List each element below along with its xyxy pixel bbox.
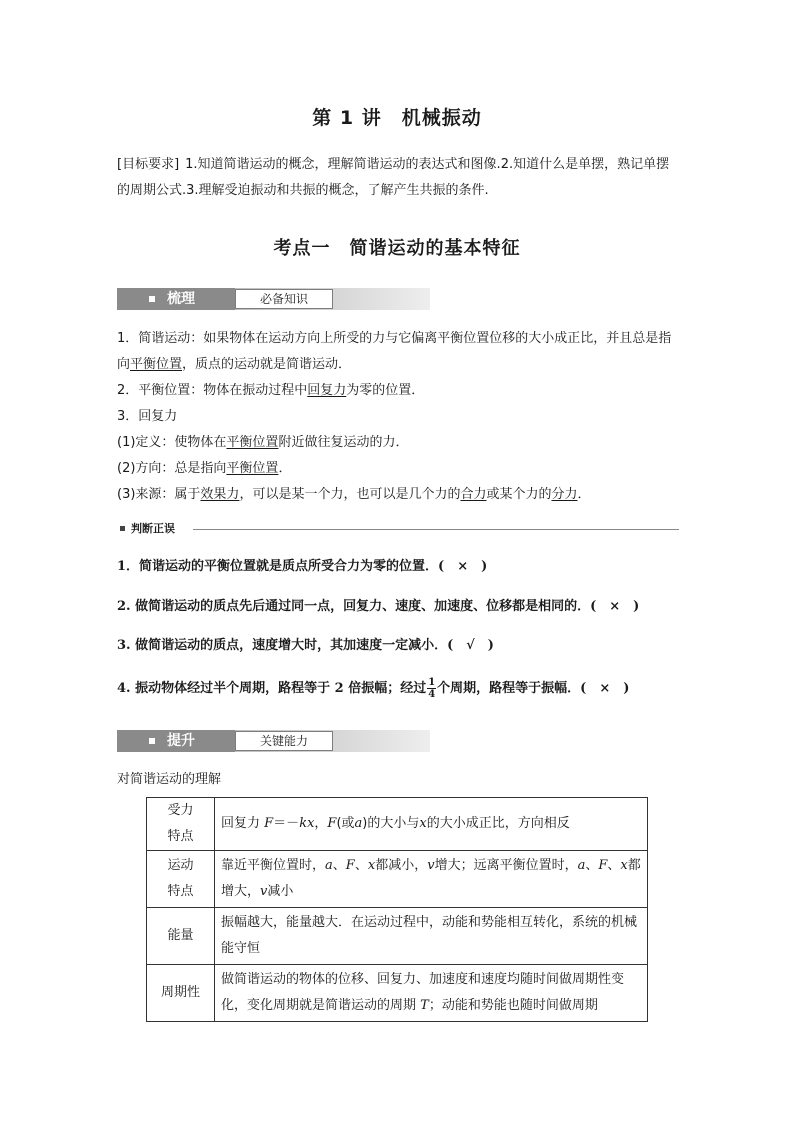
section-title: 考点一 简谐运动的基本特征 xyxy=(273,238,521,259)
table-row xyxy=(147,798,648,851)
row-header: 能量 xyxy=(147,908,215,965)
row-header: 周期性 xyxy=(147,965,215,1022)
goals-text: 1.知道简谐运动的概念，理解简谐运动的表达式和图像.2.知道什么是单摆，熟记单摆的周期公式.3.理解受迫振动和共振的概念，了解产生共振的条件. xyxy=(117,157,670,198)
judgment-item-3: 3. 做简谐运动的质点，速度增大时，其加速度一定减小．( √ ) xyxy=(117,638,494,653)
goals-tag: [目标要求] xyxy=(117,157,180,172)
lecture-title: 第 1 讲 机械振动 xyxy=(312,107,482,129)
features-table xyxy=(146,797,648,1022)
judgment-item-1: 1．简谐运动的平衡位置就是质点所受合力为零的位置．( × ) xyxy=(117,559,488,574)
row-header: 运动 特点 xyxy=(147,851,215,908)
knowledge-item-3-2: (2)方向：总是指向平衡位置． xyxy=(117,461,292,476)
knowledge-item-3: 3．回复力 xyxy=(117,409,178,424)
fraction: $\frac{1}{4}$ xyxy=(428,677,436,700)
judgment-item-4: 4. 振动物体经过半个周期，路程等于 2 倍振幅；经过 $\frac{1}{4}$ 个周期，路程等于振幅．( × ) xyxy=(117,677,630,700)
section-bar-sorting xyxy=(117,288,430,310)
table-row xyxy=(147,908,648,965)
row-header: 受力 特点 xyxy=(147,798,215,851)
knowledge-item-1: 1．简谐运动：如果物体在运动方向上所受的力与它偏离平衡位置位移的大小成正比，并且总是指向平衡位置，质点的运动就是简谐运动． xyxy=(117,331,672,372)
row-content: 回复力 F＝－kx，F(或a)的大小与x的大小成正比，方向相反 xyxy=(215,798,648,851)
table-row xyxy=(147,851,648,908)
section-bar-improve xyxy=(117,730,430,752)
table-row xyxy=(147,965,648,1022)
judgment-heading xyxy=(117,521,679,537)
knowledge-item-2: 2．平衡位置：物体在振动过程中回复力为零的位置． xyxy=(117,383,425,398)
table-caption: 对简谐运动的理解 xyxy=(117,772,222,787)
square-bullet-icon xyxy=(120,526,125,531)
row-content: 靠近平衡位置时，a、F、x都减小，v增大；远离平衡位置时，a、F、x都增大，v减小 xyxy=(215,851,648,908)
row-content: 振幅越大，能量越大．在运动过程中，动能和势能相互转化，系统的机械能守恒 xyxy=(215,908,648,965)
knowledge-list xyxy=(117,326,679,508)
learning-goals xyxy=(117,152,679,204)
judgment-heading-label: 判断正误 xyxy=(131,522,175,535)
bar-box-label: 必备知识 xyxy=(235,289,333,309)
knowledge-item-3-3: (3)来源：属于效果力，可以是某一个力，也可以是几个力的合力或某个力的分力． xyxy=(117,487,591,502)
bullet-icon xyxy=(149,296,155,302)
bullet-icon xyxy=(149,738,155,744)
row-content: 做简谐运动的物体的位移、回复力、加速度和速度均随时间做周期性变化，变化周期就是简谐运动的周期 T；动能和势能也随时间做周期 xyxy=(215,965,648,1022)
divider xyxy=(193,529,679,530)
knowledge-item-3-1: (1)定义：使物体在平衡位置附近做往复运动的力． xyxy=(117,435,409,450)
bar-label: 提升 xyxy=(167,733,195,749)
bar-box-label: 关键能力 xyxy=(235,731,333,751)
bar-label: 梳理 xyxy=(167,291,195,307)
judgment-item-2: 2. 做简谐运动的质点先后通过同一点，回复力、速度、加速度、位移都是相同的．( × ) xyxy=(117,599,640,614)
